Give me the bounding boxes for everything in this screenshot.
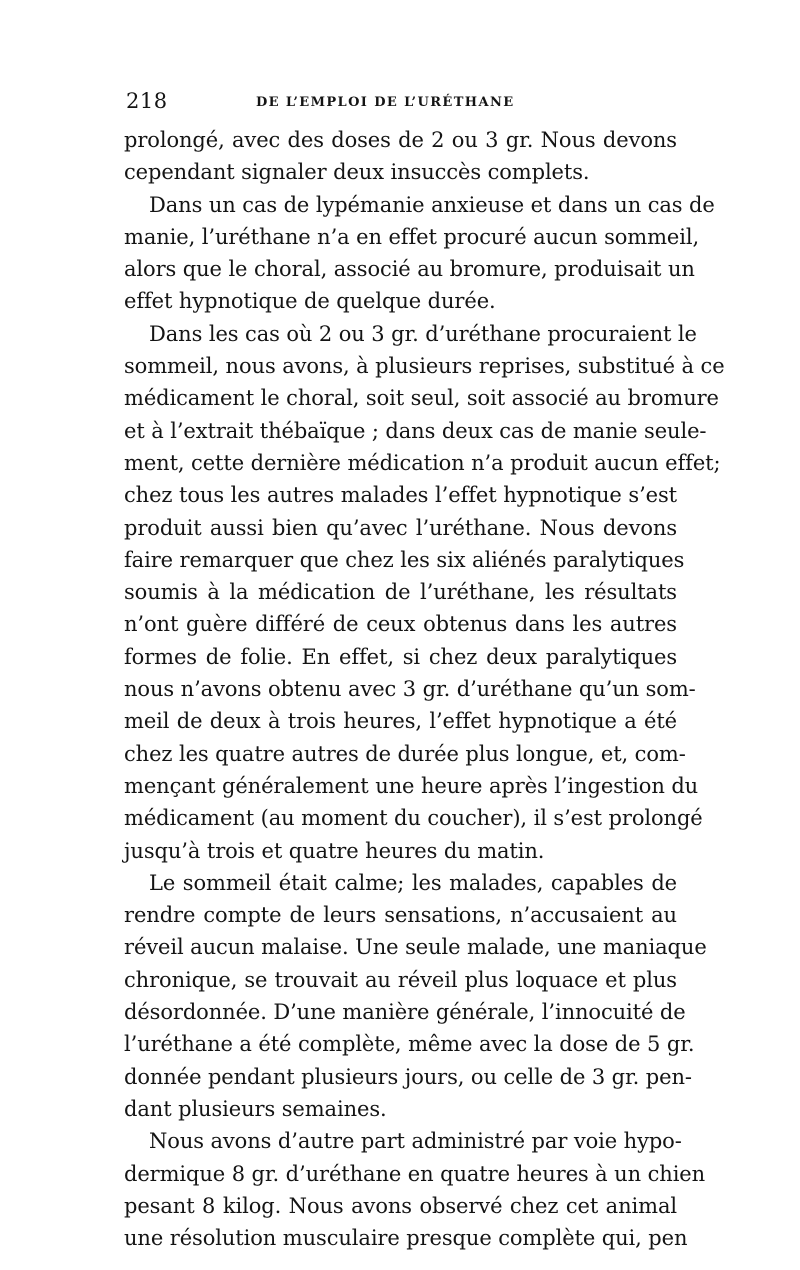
- text-line: ment, cette dernière médication n’a produit aucun effet;: [124, 450, 721, 475]
- text-line: nous n’avons obtenu avec 3 gr. d’uréthane qu’un som-: [124, 677, 696, 702]
- paragraph-first-line: Dans les cas où 2 ou 3 gr. d’uréthane procuraient le: [149, 321, 697, 346]
- text-line: réveil aucun malaise. Une seule malade, une maniaque: [124, 935, 707, 960]
- text-line: médicament le choral, soit seul, soit associé au bromure: [124, 386, 719, 411]
- text-line: cependant signaler deux insuccès complets.: [124, 160, 590, 185]
- text-line: dant plusieurs semaines.: [124, 1096, 387, 1121]
- paragraph-first-line: Nous avons d’autre part administré par voie hypo-: [149, 1129, 682, 1154]
- text-line: faire remarquer que chez les six aliénés paralytiques: [124, 547, 685, 572]
- text-line: chronique, se trouvait au réveil plus loquace et plus: [124, 967, 677, 992]
- text-line: désordonnée. D’une manière générale, l’innocuité de: [124, 1000, 686, 1025]
- text-line: manie, l’uréthane n’a en effet procuré aucun sommeil,: [124, 224, 700, 249]
- text-line: rendre compte de leurs sensations, n’accusaient au: [124, 903, 677, 928]
- text-line: jusqu’à trois et quatre heures du matin.: [124, 838, 545, 863]
- page-number: 218: [126, 89, 168, 113]
- text-line: mençant généralement une heure après l’ingestion du: [124, 773, 699, 798]
- text-line: une résolution musculaire presque complète qui, pen: [124, 1226, 688, 1251]
- text-line: alors que le choral, associé au bromure, produisait un: [124, 257, 695, 282]
- text-line: pesant 8 kilog. Nous avons observé chez cet animal: [124, 1193, 677, 1218]
- text-line: chez les quatre autres de durée plus longue, et, com-: [124, 741, 686, 766]
- running-title: DE L’EMPLOI DE L’URÉTHANE: [256, 95, 515, 110]
- text-line: n’ont guère différé de ceux obtenus dans les autres: [124, 612, 677, 637]
- text-line: meil de deux à trois heures, l’effet hypnotique a été: [124, 709, 677, 734]
- text-line: médicament (au moment du coucher), il s’est prolongé: [124, 806, 703, 831]
- text-line: donnée pendant plusieurs jours, ou celle de 3 gr. pen-: [124, 1064, 692, 1089]
- text-line: formes de folie. En effet, si chez deux paralytiques: [124, 644, 677, 669]
- text-line: et à l’extrait thébaïque ; dans deux cas de manie seule-: [124, 418, 707, 443]
- paragraph-first-line: Dans un cas de lypémanie anxieuse et dans un cas de: [149, 192, 715, 217]
- running-head: [126, 86, 677, 116]
- text-line: l’uréthane a été complète, même avec la dose de 5 gr.: [124, 1032, 695, 1057]
- text-line: produit aussi bien qu’avec l’uréthane. Nous devons: [124, 515, 677, 540]
- paragraph-first-line: Le sommeil était calme; les malades, capables de: [149, 870, 677, 895]
- text-line: chez tous les autres malades l’effet hypnotique s’est: [124, 483, 677, 508]
- text-line: sommeil, nous avons, à plusieurs reprises, substitué à ce: [124, 354, 725, 379]
- text-line: prolongé, avec des doses de 2 ou 3 gr. Nous devons: [124, 128, 677, 152]
- text-line: effet hypnotique de quelque durée.: [124, 289, 496, 314]
- text-line: soumis à la médication de l’uréthane, les résultats: [124, 580, 677, 605]
- text-line: dermique 8 gr. d’uréthane en quatre heures à un chien: [124, 1161, 706, 1186]
- body-text: [124, 124, 725, 1254]
